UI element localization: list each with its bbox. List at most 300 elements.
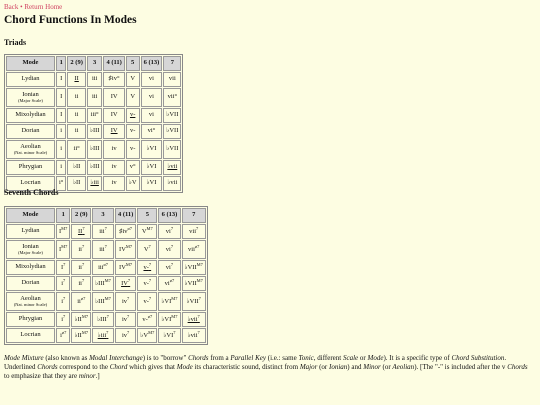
chord-root: ♭II — [72, 179, 81, 187]
chord-cell — [56, 240, 70, 259]
chord-root: i — [61, 316, 63, 324]
chord-root: vi° — [147, 127, 156, 135]
footnote-term: Parallel Key — [230, 354, 266, 362]
chord-cell — [56, 312, 70, 327]
triads-heading: Triads — [4, 38, 27, 47]
chord-root: ♭III — [89, 127, 100, 135]
chord-quality: 7 — [63, 314, 66, 320]
chord-cell — [103, 124, 124, 139]
mode-name: Lydian — [21, 75, 40, 83]
table-row — [6, 72, 181, 87]
degree-column-header: 4 (11) — [115, 208, 136, 223]
chord-cell — [71, 240, 91, 259]
degree-column-header: 1 — [56, 56, 66, 71]
chord-root: IV — [110, 127, 118, 135]
chord-root: iii — [99, 246, 105, 254]
chord-root: ♭II — [72, 163, 81, 171]
chord-root: v- — [143, 280, 149, 288]
chord-cell — [163, 140, 181, 159]
chord-cell — [87, 72, 103, 87]
footnote-text: ) is to "borrow" — [142, 354, 189, 362]
degree-column-header: 3 — [92, 208, 114, 223]
chord-root: ♭vii — [187, 332, 198, 340]
chord-root: ♭VII — [186, 298, 199, 306]
chord-cell — [137, 276, 157, 291]
chord-cell — [71, 276, 91, 291]
footnote-term: Scale — [343, 354, 359, 362]
chord-quality: 7 — [173, 330, 176, 336]
chord-root: I — [60, 111, 63, 119]
chord-quality: M7 — [61, 226, 68, 232]
chord-root: ♭V — [128, 179, 137, 187]
chord-cell — [141, 124, 163, 139]
mode-name: Ionian — [22, 242, 39, 250]
chord-cell — [158, 260, 180, 275]
chord-root: vii — [168, 75, 176, 83]
chord-quality: M7 — [146, 226, 153, 232]
chord-cell — [115, 276, 136, 291]
mode-name: Aeolian — [20, 142, 41, 150]
chord-quality: M7 — [61, 244, 68, 250]
footnote-text: .] — [95, 371, 100, 380]
mode-cell — [6, 260, 55, 275]
chord-cell — [56, 108, 66, 123]
chord-root: ♭vii — [167, 179, 178, 187]
chord-cell — [87, 88, 103, 107]
footnote-term: Tonic — [298, 354, 314, 362]
chord-cell — [67, 160, 85, 175]
chord-root: ♭VI — [146, 163, 157, 171]
chord-cell — [137, 312, 157, 327]
chord-root: ♭VII — [184, 264, 197, 272]
mode-cell — [6, 108, 55, 123]
chord-quality: M7 — [81, 330, 89, 336]
chord-root: iii — [99, 228, 105, 236]
chord-root: vii° — [167, 93, 178, 101]
chord-cell — [137, 260, 157, 275]
footnote-text: which gives that — [127, 362, 177, 371]
chord-quality: 7 — [148, 244, 151, 250]
chord-root: iv — [111, 145, 117, 153]
footnote-term: Minor — [363, 362, 381, 371]
chord-root: ♭VI — [146, 179, 157, 187]
mode-cell — [6, 124, 55, 139]
chord-cell — [141, 176, 163, 191]
chord-quality: 7 — [170, 226, 174, 232]
chord-quality: M7 — [148, 330, 155, 336]
chord-root: ♭III — [95, 298, 105, 306]
mode-name: Mixolydian — [15, 263, 46, 271]
chord-root: iv — [111, 179, 117, 187]
chord-cell — [126, 88, 140, 107]
chord-root: ♭VI — [161, 298, 172, 306]
chord-root: vii — [189, 228, 197, 236]
chord-cell — [92, 260, 114, 275]
degree-column-header: 6 (13) — [141, 56, 163, 71]
mode-cell — [6, 140, 55, 159]
chord-root: iv — [121, 298, 128, 306]
chord-root: IV — [110, 111, 118, 119]
mode-name: Mixolydian — [15, 111, 46, 119]
chord-cell — [163, 108, 181, 123]
footnote-term: minor — [78, 371, 96, 380]
mode-cell — [6, 292, 55, 311]
chord-root: vi — [148, 111, 154, 119]
chord-quality: 7 — [197, 330, 200, 336]
chord-cell — [141, 140, 163, 159]
degree-column-header: 7 — [163, 56, 181, 71]
chord-root: ii — [77, 298, 81, 306]
chord-root: V — [130, 93, 136, 101]
table-row — [6, 108, 181, 123]
chord-cell — [87, 140, 103, 159]
footnote-text: to emphasize that they are — [4, 371, 79, 380]
chord-cell — [182, 224, 206, 239]
chord-cell — [87, 160, 103, 175]
chord-root: I — [61, 264, 64, 272]
chord-cell — [126, 108, 140, 123]
chord-cell — [137, 224, 157, 239]
chord-quality: 7 — [81, 244, 85, 250]
chord-cell — [67, 176, 85, 191]
footnote-term: Aeolian — [392, 362, 415, 371]
chord-root: ♭iii — [97, 332, 107, 340]
footnote-term: Chords — [188, 354, 209, 362]
chord-root: V — [143, 246, 149, 254]
mode-name: Phrygian — [18, 163, 43, 171]
chord-root: ♭vii — [187, 316, 198, 324]
chord-cell — [115, 328, 136, 343]
chord-cell — [67, 88, 85, 107]
chord-root: vi — [165, 228, 171, 236]
chord-root: I — [59, 228, 62, 236]
footnote-term: Chords — [37, 362, 58, 371]
chord-root: v° — [129, 163, 136, 171]
mode-name: Locrian — [20, 331, 41, 339]
chord-cell — [67, 72, 85, 87]
chord-root: I — [60, 93, 63, 101]
footnote-text: (or — [317, 362, 329, 371]
chord-root: ♭VII — [166, 145, 179, 153]
mode-subtitle: (Nat. minor Scale) — [13, 150, 48, 155]
chord-cell — [182, 328, 206, 343]
chord-quality: M7 — [196, 262, 203, 268]
chord-cell — [92, 224, 114, 239]
chord-quality: 7 — [148, 262, 152, 268]
chord-cell — [103, 88, 124, 107]
chord-cell — [87, 176, 103, 191]
chord-cell — [126, 140, 140, 159]
chord-root: ii — [74, 93, 79, 101]
chord-cell — [103, 108, 124, 123]
chord-cell — [103, 140, 124, 159]
mode-column-header: Mode — [6, 208, 55, 223]
footnote-term: Chords — [507, 362, 528, 371]
mode-cell — [6, 72, 55, 87]
degree-column-header: 2 (9) — [67, 56, 85, 71]
chord-cell — [137, 240, 157, 259]
chord-root: ♭VII — [166, 127, 179, 135]
chord-quality: ø7 — [194, 244, 200, 250]
chord-cell — [87, 124, 103, 139]
table-row — [6, 88, 181, 107]
chord-quality: 7 — [196, 226, 199, 232]
footnote-term: Major — [299, 362, 318, 371]
footnote-text: ). It is a specific type of — [383, 354, 452, 362]
chord-root: V — [130, 75, 136, 83]
chord-quality: ø7 — [103, 262, 108, 268]
chord-cell — [103, 72, 124, 87]
chord-quality: 7 — [82, 226, 85, 232]
page-title: Chord Functions In Modes — [4, 14, 137, 26]
chord-quality: M7 — [81, 314, 89, 320]
table-row — [6, 240, 206, 259]
chord-root: vi — [165, 264, 171, 272]
chord-quality: 7 — [170, 244, 174, 250]
chord-cell — [115, 312, 136, 327]
chord-root: IV — [119, 264, 126, 272]
chord-cell — [92, 292, 114, 311]
footnote-text: from a — [208, 354, 231, 362]
chord-quality: 7 — [127, 330, 130, 336]
chord-cell — [71, 260, 91, 275]
triads-table — [4, 54, 183, 193]
chord-root: iii — [91, 93, 98, 101]
mode-cell — [6, 240, 55, 259]
footnote-term: Mode — [176, 362, 193, 371]
mode-cell — [6, 276, 55, 291]
seventh-chords-heading: Seventh Chords — [4, 188, 59, 197]
footnote-term: Chord — [109, 362, 128, 371]
chord-cell — [87, 108, 103, 123]
chord-root: II — [74, 75, 79, 83]
chord-quality: M7 — [125, 244, 133, 250]
chord-root: ii° — [73, 145, 80, 153]
degree-column-header: 5 — [126, 56, 140, 71]
chord-quality: 7 — [148, 296, 152, 302]
chord-quality: M7 — [171, 296, 178, 302]
mode-cell — [6, 328, 55, 343]
chord-quality: M7 — [125, 262, 133, 268]
chord-cell — [141, 160, 163, 175]
chord-cell — [56, 88, 66, 107]
table-row — [6, 328, 206, 343]
degree-column-header: 3 — [87, 56, 103, 71]
chord-cell — [141, 108, 163, 123]
mode-cell — [6, 88, 55, 107]
chord-root: I — [60, 75, 63, 83]
table-row — [6, 276, 206, 291]
footnote-text: ). [The "-" is included after the v — [414, 362, 508, 371]
chord-cell — [182, 292, 206, 311]
chord-root: i — [61, 298, 63, 306]
chord-root: v- — [129, 111, 136, 119]
chord-quality: 7 — [127, 278, 131, 284]
chord-cell — [126, 72, 140, 87]
chord-root: ♯iv° — [108, 75, 120, 83]
chord-root: ♭VII — [166, 111, 179, 119]
mode-subtitle: (Major Scale) — [18, 250, 43, 255]
chord-cell — [163, 160, 181, 175]
nav-links — [4, 3, 62, 11]
footnote-term: Modal Interchange — [89, 354, 143, 362]
chord-root: ♭VI — [163, 332, 174, 340]
chord-quality: 7 — [197, 314, 200, 320]
chord-quality: ø7 — [169, 278, 175, 284]
chord-cell — [56, 328, 70, 343]
chord-cell — [158, 312, 180, 327]
chord-root: IV — [119, 246, 126, 254]
chord-quality: M7 — [196, 278, 203, 284]
chord-root: iii° — [90, 111, 99, 119]
chord-root: II — [77, 228, 83, 236]
chord-cell — [71, 328, 91, 343]
chord-quality: 7 — [63, 296, 66, 302]
chord-root: vii — [188, 246, 195, 254]
mode-name: Dorian — [21, 279, 40, 287]
chord-quality: 7 — [127, 314, 130, 320]
chord-quality: 7 — [63, 262, 66, 268]
degree-column-header: 5 — [137, 208, 157, 223]
mode-cell — [6, 312, 55, 327]
chord-cell — [56, 276, 70, 291]
chord-cell — [163, 176, 181, 191]
chord-root: IV — [110, 93, 118, 101]
footnote-text: its characteristic sound, distinct from — [192, 362, 300, 371]
footnote-text: correspond to the — [57, 362, 110, 371]
chord-root: i° — [59, 179, 64, 187]
chord-cell — [115, 260, 136, 275]
chord-cell — [56, 124, 66, 139]
degree-column-header: 4 (11) — [103, 56, 124, 71]
chord-cell — [56, 160, 66, 175]
chord-quality: 7 — [81, 278, 85, 284]
chord-root: ♭III — [89, 163, 100, 171]
chord-root: ♭V — [140, 332, 149, 340]
chord-cell — [56, 292, 70, 311]
chord-root: v- — [129, 145, 136, 153]
degree-column-header: 2 (9) — [71, 208, 91, 223]
chord-root: ♭II — [74, 316, 82, 324]
footnote-text: or — [358, 354, 368, 362]
chord-quality: M7 — [104, 278, 111, 284]
chord-root: iv — [111, 163, 117, 171]
mode-name: Lydian — [21, 227, 40, 235]
chord-quality: 7 — [104, 226, 107, 232]
chord-cell — [163, 72, 181, 87]
chord-cell — [158, 276, 180, 291]
chord-root: ii — [74, 111, 79, 119]
chord-quality: 7 — [81, 262, 85, 268]
chord-root: ii — [78, 264, 82, 272]
chord-cell — [158, 240, 180, 259]
chord-cell — [182, 312, 206, 327]
chord-cell — [56, 224, 70, 239]
chord-quality: 7 — [198, 296, 201, 302]
chord-root: ♭III — [95, 280, 105, 288]
chord-cell — [103, 160, 124, 175]
table-row — [6, 160, 181, 175]
degree-column-header: 6 (13) — [158, 208, 180, 223]
chord-quality: 7 — [106, 330, 109, 336]
chord-cell — [56, 260, 70, 275]
chord-quality: ø7 — [127, 226, 133, 232]
chord-root: iv — [121, 332, 128, 340]
chord-root: vi — [148, 93, 154, 101]
chord-root: ♯iv — [119, 228, 128, 236]
footnote-term: Mode Mixture — [4, 354, 44, 362]
chord-cell — [92, 276, 114, 291]
mode-cell — [6, 160, 55, 175]
chord-root: v- — [142, 316, 148, 324]
chord-cell — [92, 328, 114, 343]
chord-quality: 7 — [148, 278, 152, 284]
chord-root: ii — [78, 280, 82, 288]
chord-root: ♭iii — [90, 179, 99, 187]
footnote-paragraph — [4, 354, 534, 380]
chord-root: vi — [164, 280, 170, 288]
mode-cell — [6, 224, 55, 239]
chord-quality: ø7 — [80, 296, 86, 302]
table-header-row — [6, 208, 206, 223]
chord-quality: M7 — [104, 296, 111, 302]
chord-cell — [141, 72, 163, 87]
chord-root: ♭VI — [146, 145, 157, 153]
chord-root: I — [59, 246, 62, 254]
chord-cell — [56, 140, 66, 159]
footnote-term: Mode — [367, 354, 384, 362]
footnote-text: (i.e.: same — [265, 354, 299, 362]
chord-quality: ø7 — [147, 314, 153, 320]
chord-root: vi — [148, 75, 154, 83]
chord-cell — [158, 292, 180, 311]
chord-cell — [158, 328, 180, 343]
chord-root: ♭III — [97, 316, 107, 324]
mode-name: Ionian — [22, 90, 39, 98]
chord-root: i — [60, 332, 62, 340]
chord-root: ♭VII — [184, 280, 197, 288]
mode-subtitle: (Nat. minor Scale) — [13, 302, 48, 307]
chord-root: IV — [121, 280, 128, 288]
chord-root: ♭III — [89, 145, 100, 153]
table-row — [6, 224, 206, 239]
seventh-chords-table — [4, 206, 208, 345]
chord-root: v- — [129, 127, 136, 135]
footnote-text: ) and — [347, 362, 364, 371]
chord-cell — [115, 292, 136, 311]
chord-root: ii — [74, 127, 79, 135]
chord-cell — [158, 224, 180, 239]
mode-name: Phrygian — [18, 315, 43, 323]
chord-root: iv — [121, 316, 128, 324]
chord-cell — [137, 328, 157, 343]
chord-cell — [182, 276, 206, 291]
chord-quality: ø7 — [61, 330, 67, 336]
chord-cell — [137, 292, 157, 311]
chord-cell — [71, 312, 91, 327]
chord-root: i — [60, 163, 63, 171]
return-home-link[interactable]: Return Home — [24, 3, 63, 11]
footnote-text: (also known as — [43, 354, 90, 362]
chord-cell — [92, 240, 114, 259]
degree-column-header: 7 — [182, 208, 206, 223]
footnote-text: , different — [313, 354, 343, 362]
table-row — [6, 260, 206, 275]
table-row — [6, 124, 181, 139]
chord-cell — [126, 176, 140, 191]
back-link[interactable]: Back — [4, 3, 19, 11]
chord-root: vi — [165, 246, 171, 254]
